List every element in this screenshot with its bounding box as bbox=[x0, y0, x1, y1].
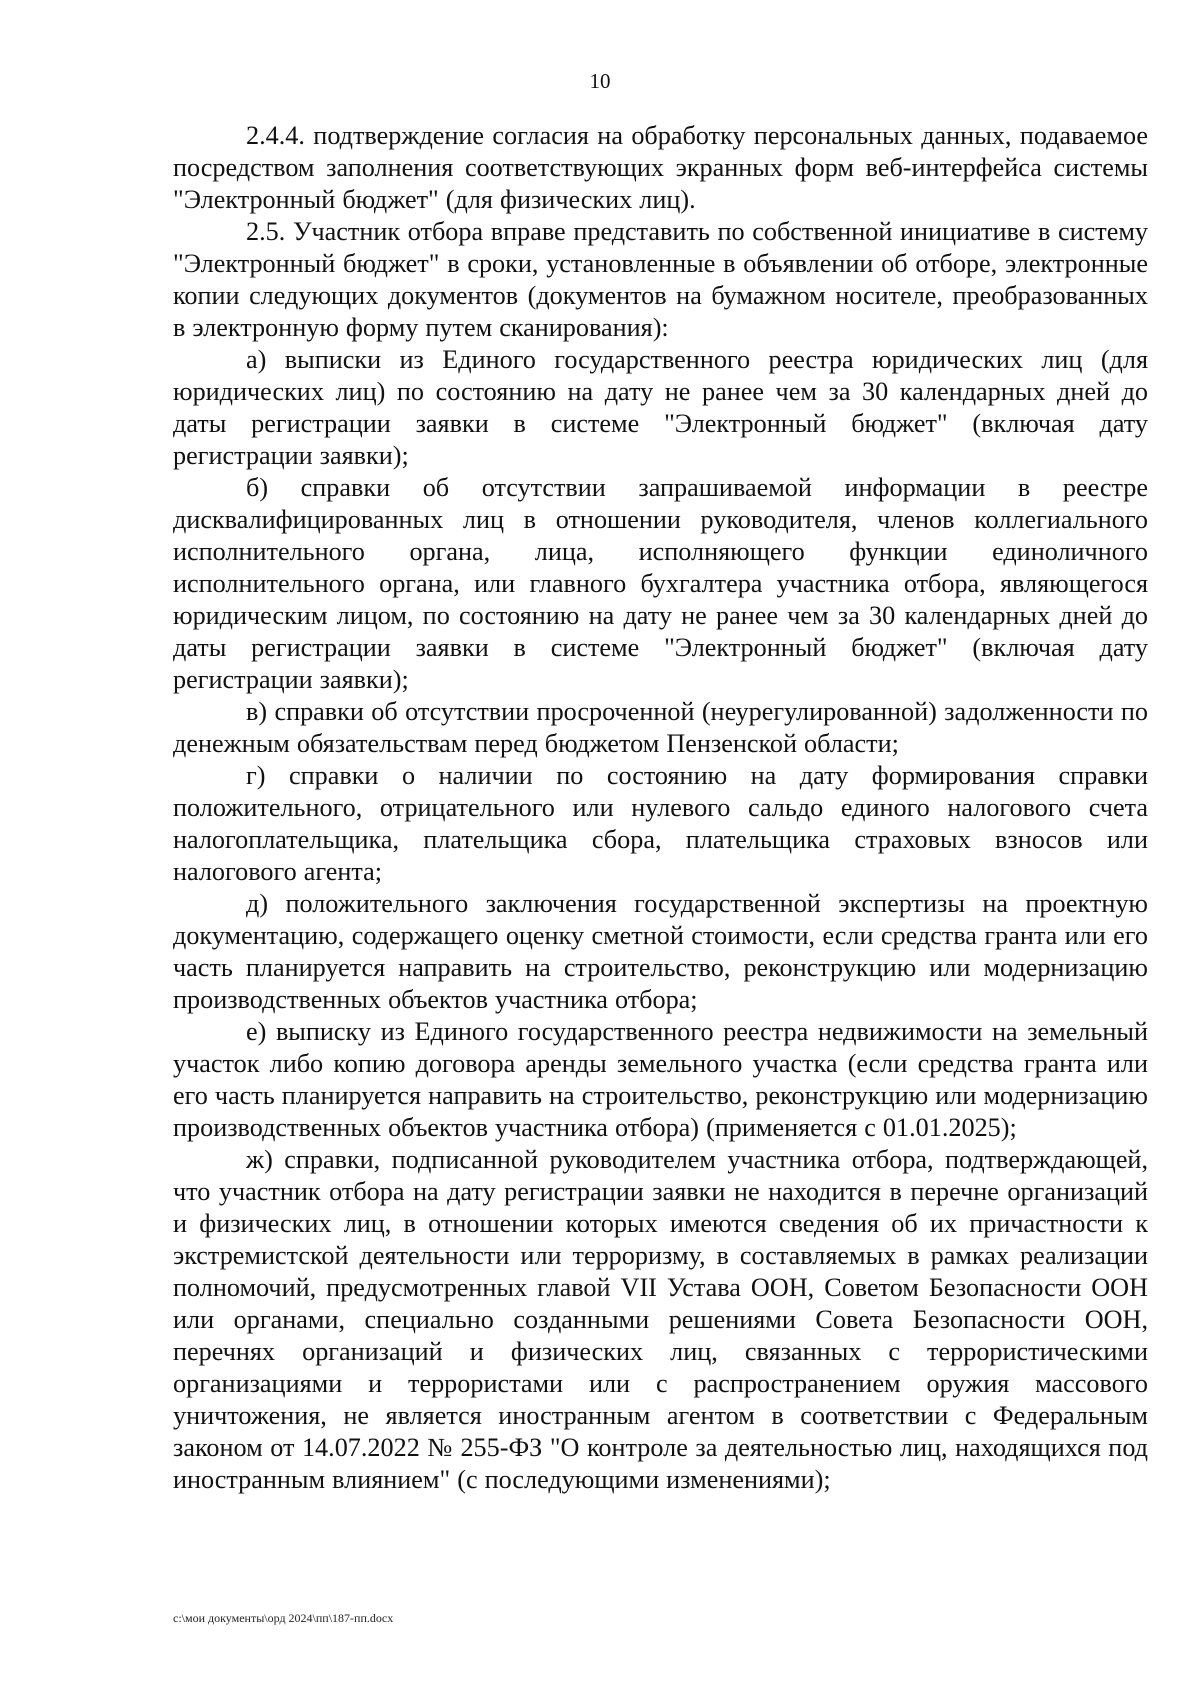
paragraph-2-4-4: 2.4.4. подтверждение согласия на обработку персональных данных, подаваемое посредством заполнения соответствующих экранных форм веб-интерфейса системы "Электронный бюджет" (для физических лиц). bbox=[173, 121, 1148, 214]
list-item-a: а) выписки из Единого государственного реестра юридических лиц (для юридических лиц) по состоянию на дату не ранее чем за 30 календарных дней до даты регистрации заявки в системе "Электронный бюджет" (включая дату регистрации заявки); bbox=[173, 345, 1148, 470]
list-item-e: е) выписку из Единого государственного реестра недвижимости на земельный участок либо копию договора аренды земельного участка (если средства гранта или его часть планируется направить на строительство, реконструкцию или модернизацию производственных объектов участника отбора) (применяется с 01.01.2025); bbox=[173, 1017, 1148, 1142]
footer-file-path: c:\мои документы\орд 2024\пп\187-пп.docx bbox=[173, 1611, 394, 1625]
document-body bbox=[173, 120, 1148, 1496]
page-number: 10 bbox=[589, 69, 611, 93]
paragraph-2-5: 2.5. Участник отбора вправе представить по собственной инициативе в систему "Электронный бюджет" в сроки, установленные в объявлении об отборе, электронные копии следующих документов (документов на бумажном носителе, преобразованных в электронную форму путем сканирования): bbox=[173, 217, 1148, 342]
list-item-d: д) положительного заключения государственной экспертизы на проектную документацию, содержащего оценку сметной стоимости, если средства гранта или его часть планируется направить на строительство, реконструкцию или модернизацию производственных объектов участника отбора; bbox=[173, 889, 1148, 1014]
list-item-zh: ж) справки, подписанной руководителем участника отбора, подтверждающей, что участник отбора на дату регистрации заявки не находится в перечне организаций и физических лиц, в отношении которых имеются сведения об их причастности к экстремистской деятельности или терроризму, в составляемых в рамках реализации полномочий, предусмотренных главой VII Устава ООН, Советом Безопасности ООН или органами, специально созданными решениями Совета Безопасности ООН, перечнях организаций и физических лиц, связанных с террористическими организациями и террористами или с распространением оружия массового уничтожения, не является иностранным агентом в соответствии с Федеральным законом от 14.07.2022 № 255-ФЗ "О контроле за деятельностью лиц, находящихся под иностранным влиянием" (с последующими изменениями); bbox=[173, 1145, 1148, 1494]
list-item-b: б) справки об отсутствии запрашиваемой информации в реестре дисквалифицированных лиц в отношении руководителя, членов коллегиального исполнительного органа, лица, исполняющего функции единоличного исполнительного органа, или главного бухгалтера участника отбора, являющегося юридическим лицом, по состоянию на дату не ранее чем за 30 календарных дней до даты регистрации заявки в системе "Электронный бюджет" (включая дату регистрации заявки); bbox=[173, 473, 1148, 694]
list-item-g: г) справки о наличии по состоянию на дату формирования справки положительного, отрицательного или нулевого сальдо единого налогового счета налогоплательщика, плательщика сбора, плательщика страховых взносов или налогового агента; bbox=[173, 761, 1148, 886]
list-item-v: в) справки об отсутствии просроченной (неурегулированной) задолженности по денежным обязательствам перед бюджетом Пензенской области; bbox=[173, 697, 1148, 758]
